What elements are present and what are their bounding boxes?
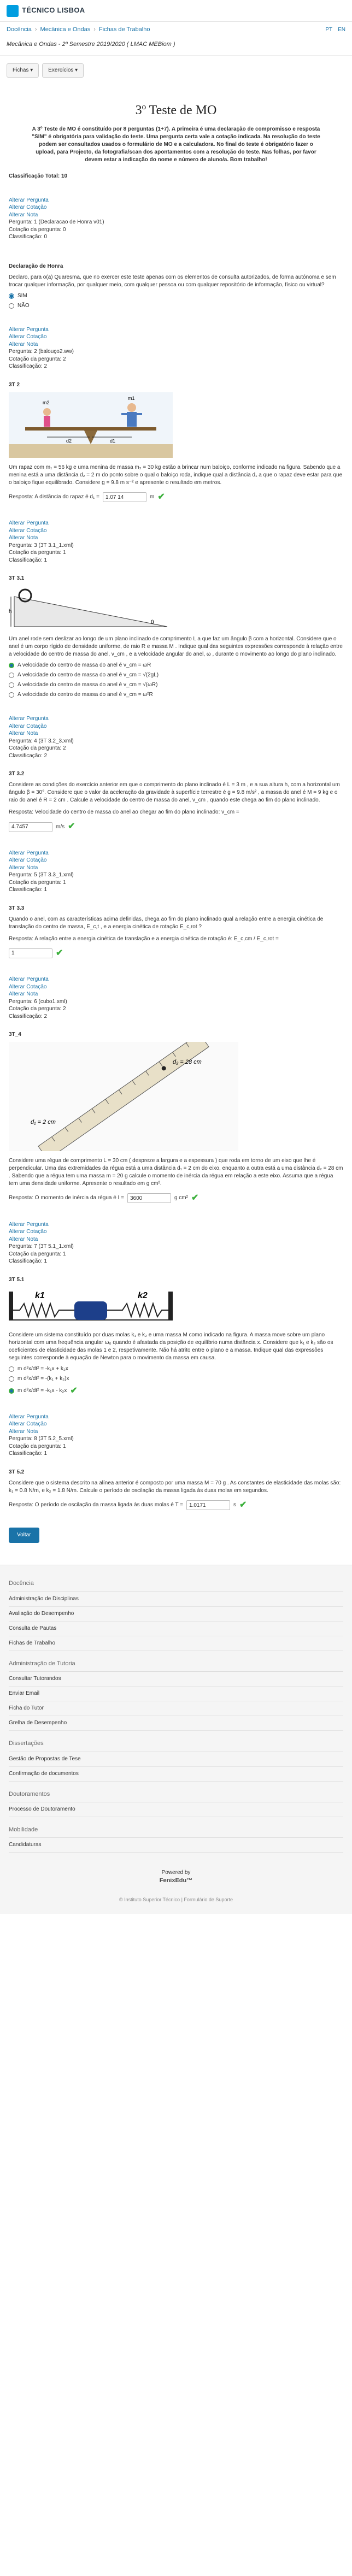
tecnico-logo[interactable] [7, 5, 85, 17]
question-block-6 [9, 976, 343, 1204]
question-cotacao: Cotação da pergunta: 2 [9, 1006, 66, 1012]
girl-body [44, 416, 50, 427]
radio-icon[interactable] [9, 303, 14, 309]
footer-group-doutoramentos [9, 1787, 343, 1817]
footer-link[interactable]: Confirmação de documentos [9, 1767, 343, 1782]
option-4[interactable]: A velocidade do centro de massa do anel é v_cm = ω²R [9, 691, 343, 699]
question-id: Pergunta: 3 (3T 3.1_1.xml) [9, 542, 74, 549]
boy-head [127, 403, 136, 412]
footer-group-title: Mobilidade [9, 1823, 343, 1838]
correct-check-icon: ✔ [68, 822, 75, 832]
radio-icon[interactable] [9, 673, 14, 678]
breadcrumb-fichas[interactable]: Fichas de Trabalho [98, 26, 150, 33]
correct-check-icon: ✔ [56, 948, 63, 958]
question-block-7 [9, 1221, 343, 1397]
site-footer [0, 1565, 352, 1914]
question-classificacao: Classificação: 1 [9, 1258, 48, 1265]
footer-link[interactable]: Ficha do Tutor [9, 1701, 343, 1716]
breadcrumb-course[interactable]: Mecânica e Ondas [40, 26, 91, 33]
alterar-cotacao-link[interactable]: Alterar Cotação [9, 723, 47, 729]
logo-icon [7, 5, 19, 17]
footer-group-dissertacoes [9, 1736, 343, 1781]
question-id: Pergunta: 7 (3T 5.1_1.xml) [9, 1243, 74, 1250]
option-2[interactable]: m d²x/dt² = -(k₁ + k₂)x [9, 1375, 343, 1383]
question-cotacao: Cotação da pergunta: 1 [9, 550, 66, 556]
option-3[interactable]: m d²x/dt² = -k₁x - k₂x ✔ [9, 1385, 343, 1397]
radio-icon[interactable] [9, 692, 14, 698]
girl-head [43, 408, 51, 416]
footer-group-tutoria [9, 1657, 343, 1731]
question-text: Considere as condições do exercício anterior em que o comprimento do plano inclinado é L = 3 m , e a sua altura h, com a horizontal um ângulo β = 30°. Considere que o valor da aceleração da gravidade à superfície terrestre é g = 9.8 m/s² , a massa do anel é M = 9 kg e o raio do anel é R = 2 cm . Calcule a velocidade do centro de massa do anel, v_cm , quando este chega ao fim do plano inclinado. [9, 782, 340, 804]
radio-selected-icon[interactable] [9, 293, 14, 299]
radio-icon[interactable] [9, 1376, 14, 1382]
fichas-dropdown-button[interactable]: Fichas ▾ [7, 63, 39, 78]
exercicios-dropdown-button[interactable]: Exercícios ▾ [42, 63, 84, 78]
powered-label: Powered by [161, 1870, 191, 1876]
question-cotacao: Cotação da pergunta: 1 [9, 879, 66, 886]
top-bar [0, 0, 352, 22]
footer-link[interactable]: Candidaturas [9, 1838, 343, 1853]
footer-link[interactable]: Processo de Doutoramento [9, 1802, 343, 1817]
section-title: 3T 5.2 [9, 1469, 25, 1475]
answer-label: Resposta: A distância do rapaz é d₁ = [9, 494, 99, 500]
question-classificacao: Classificação: 0 [9, 234, 48, 240]
alterar-nota-link[interactable]: Alterar Nota [9, 991, 38, 998]
answer-unit: g cm² [174, 1195, 188, 1201]
breadcrumb [0, 22, 352, 38]
question-text: Considere um sistema constituído por duas molas k₁ e k₂ e uma massa M como indicado na figura. A massa move sobre um plano horizontal com uma frequência angular ω₀ quando é afastada da posição de equilíbrio numa distância x. Considere que k₁ e k₂ são os coeficientes de elasticidade das molas 1 e 2, respetivamente. Não há atrito entre o plano e a massa. Indique qual das expressões seguintes corresponde à equação de Newton para o movimento da massa em causa. [9, 1331, 333, 1361]
radio-icon[interactable] [9, 1366, 14, 1372]
question-text: Considere uma régua de comprimento L = 30 cm ( despreze a largura e a espessura ) que roda em torno de um eixo que lhe é perpendicular. Uma das extremidades da régua está a uma distância d₁ = 2 cm do eixo, enquanto a outra está a uma distância d₂ = 28 cm . Sabendo que a régua tem uma massa m = 20 g calcule o momento de inércia da régua em relação a este eixo. Assuma que a régua tem uma densidade uniforme. Apresente o resultado em g cm². [9, 1158, 343, 1187]
answer-input[interactable] [127, 1193, 171, 1203]
alterar-pergunta-link[interactable]: Alterar Pergunta [9, 716, 49, 722]
alterar-nota-link[interactable]: Alterar Nota [9, 341, 38, 347]
breadcrumb-docencia[interactable]: Docência [7, 26, 32, 33]
toolbar [0, 56, 352, 85]
footer-link[interactable]: Administração de Disciplinas [9, 1592, 343, 1607]
label-d1: d₁ = 2 cm [31, 1119, 56, 1126]
option-1[interactable]: A velocidade do centro de massa do anel é v_cm = ωR [9, 662, 343, 669]
footer-group-docencia [9, 1576, 343, 1650]
footer-group-title: Administração de Tutoria [9, 1657, 343, 1672]
test-intro: A 3º Teste de MO é constituído por 8 perguntas (1+7). A primeira é uma declaração de compromisso e resposta "SIM" é obrigatória para validação do teste. Uma pergunta certa vale a cotação indicada. Na resolução do teste podem ser consultados usados o formulário de MO e a calculadora. No final do teste é obrigatório fazer o upload, para Projecto, da fotografia/scan dos apontamentos com a resolução do teste. Nas folhas, por favor devem estar a indicação do nome e número de aluno/a. Bom trabalho! [32, 126, 320, 163]
ruler-figure [9, 1042, 238, 1151]
answer-label: Resposta: O período de oscilação da massa ligada às duas molas é T = [9, 1502, 183, 1508]
alterar-nota-link[interactable]: Alterar Nota [9, 211, 38, 218]
submit-area [9, 1528, 343, 1543]
footer-group-title: Docência [9, 1576, 343, 1591]
alterar-cotacao-link[interactable]: Alterar Cotação [9, 527, 47, 534]
question-text: Considere que o sistema descrito na alínea anterior é composto por uma massa M = 70 g . As constantes de elasticidade das molas são: k₁ = 0.8 N/m, e k₂ = 1.8 N/m. Calcule o período de oscilação da massa ligada às duas molas em segundos. [9, 1479, 341, 1494]
answer-row [9, 821, 343, 833]
spring-k2 [107, 1304, 168, 1317]
course-title: Mecânica e Ondas - 2º Semestre 2019/2020 ( LMAC MEBiom ) [0, 38, 352, 56]
answer-input[interactable] [186, 1500, 230, 1510]
alterar-pergunta-link[interactable]: Alterar Pergunta [9, 976, 49, 983]
section-title: 3T 3.3 [9, 905, 25, 911]
total-score: Classificação Total: 10 [9, 173, 68, 179]
question-block-3 [9, 520, 343, 699]
footer-link[interactable]: Consultar Tutorandos [9, 1672, 343, 1687]
alterar-pergunta-link[interactable]: Alterar Pergunta [9, 1221, 49, 1228]
lang-pt[interactable]: PT [325, 27, 333, 33]
answer-input[interactable] [103, 492, 146, 502]
label-d2: d2 [66, 438, 72, 444]
question-id: Pergunta: 8 (3T 5.2_5.xml) [9, 1436, 74, 1442]
question-cotacao: Cotação da pergunta: 0 [9, 226, 66, 233]
correct-check-icon: ✔ [191, 1193, 199, 1203]
section-title: 3T 3.2 [9, 771, 25, 777]
answer-input[interactable] [9, 948, 52, 958]
label-k2: k2 [138, 1290, 148, 1300]
radio-icon[interactable] [9, 682, 14, 688]
question-block-1 [9, 197, 343, 310]
radio-correct-icon[interactable] [9, 663, 14, 668]
alterar-cotacao-link[interactable]: Alterar Cotação [9, 857, 47, 864]
mass-block [74, 1301, 107, 1320]
question-text: Quando o anel, com as características acima definidas, chega ao fim do plano inclinado qual a relação entre a energia cinética de translação do centro de massa, E_c,t , e a energia cinética de rotação E_c,rot ? [9, 916, 324, 930]
question-block-5 [9, 850, 343, 959]
left-wall [9, 1292, 13, 1320]
question-id: Pergunta: 2 (balouço2.ww) [9, 349, 74, 355]
option-sim[interactable]: SIM [9, 292, 343, 300]
seesaw-plank [25, 427, 156, 431]
lang-en[interactable]: EN [338, 27, 345, 33]
answer-input[interactable] [9, 822, 52, 832]
incline [14, 597, 167, 627]
option-1[interactable]: m d²x/dt² = -k₁x + k₂x [9, 1365, 343, 1373]
label-m2: m2 [43, 399, 50, 405]
label-d2: d₂ = 28 cm [173, 1059, 202, 1066]
footer-link[interactable]: Enviar Email [9, 1687, 343, 1701]
footer-link[interactable]: Consulta de Pautas [9, 1622, 343, 1636]
answer-label: Resposta: A relação entre a energia cinética de translação e a energia cinética de rotação é: E_c,cm / E_c,rot = [9, 935, 279, 942]
answer-unit: m [149, 494, 155, 500]
alterar-nota-link[interactable]: Alterar Nota [9, 864, 38, 871]
alterar-pergunta-link[interactable]: Alterar Pergunta [9, 326, 49, 333]
question-cotacao: Cotação da pergunta: 1 [9, 1251, 66, 1257]
question-cotacao: Cotação da pergunta: 2 [9, 745, 66, 752]
brand-name: TÉCNICO LISBOA [22, 6, 85, 15]
label-d1: d1 [110, 438, 116, 444]
seesaw-figure [9, 392, 173, 458]
alterar-nota-link[interactable]: Alterar Nota [9, 1236, 38, 1242]
question-cotacao: Cotação da pergunta: 2 [9, 356, 66, 362]
alterar-nota-link[interactable]: Alterar Nota [9, 730, 38, 737]
label-m1: m1 [128, 395, 135, 401]
footer-group-title: Doutoramentos [9, 1787, 343, 1802]
question-classificacao: Classificação: 1 [9, 557, 48, 563]
alterar-pergunta-link[interactable]: Alterar Pergunta [9, 520, 49, 527]
option-nao[interactable]: NÃO [9, 302, 343, 310]
option-3[interactable]: A velocidade do centro de massa do anel é v_cm = √(ωR) [9, 681, 343, 689]
alterar-pergunta-link[interactable]: Alterar Pergunta [9, 850, 49, 856]
footer-link[interactable]: Fichas de Trabalho [9, 1636, 343, 1651]
footer-link[interactable]: Grelha de Desempenho [9, 1716, 343, 1731]
spring-k1 [13, 1304, 74, 1317]
copyright: © Instituto Superior Técnico | Formulário de Suporte [119, 1896, 233, 1902]
alterar-nota-link[interactable]: Alterar Nota [9, 1428, 38, 1435]
alterar-cotacao-link[interactable]: Alterar Cotação [9, 204, 47, 211]
alterar-cotacao-link[interactable]: Alterar Cotação [9, 1421, 47, 1428]
question-classificacao: Classificação: 1 [9, 1451, 48, 1457]
answer-label: Resposta: Velocidade do centro de massa do anel ao chegar ao fim do plano inclinado: v_cm = [9, 809, 239, 816]
correct-check-icon: ✔ [157, 492, 165, 502]
question-text: Um anel rode sem deslizar ao longo de um plano inclinado de comprimento L a que faz um ângulo β com a horizontal. Considere que o anel é um corpo rígido de densidade uniforme, de raio R e massa M . Indique qual das seguintes expressões corresponde à relação entre a velocidade do centro de massa do anel, v_cm , e a velocidade angular do anel, ω , durante o movimento ao longo do plano inclinado. [9, 636, 343, 658]
main-content [0, 102, 352, 1543]
alterar-nota-link[interactable]: Alterar Nota [9, 535, 38, 541]
question-text: Um rapaz com m₁ = 56 kg e uma menina de massa m₂ = 30 kg estão a brincar num baloiço, conforme indicado na figura. Sabendo que a menina está a uma distância d₂ = 2 m do ponto sobre o qual o baloiço roda, indique qual a distância d₁ a que o rapaz deve estar para que o baloiço fique equilibrado. Considere g = 9.8 m s⁻² e apresente o resultado em metros. [9, 464, 343, 486]
voltar-button[interactable]: Voltar [9, 1528, 39, 1543]
label-k1: k1 [35, 1290, 45, 1300]
alterar-cotacao-link[interactable]: Alterar Cotação [9, 1229, 47, 1235]
alterar-pergunta-link[interactable]: Alterar Pergunta [9, 1413, 49, 1420]
question-text: Declaro, para o(a) Quaresma, que no exercer este teste apenas com os elementos de consulta autorizados, de forma autónoma e sem trocar qualquer informação, por qualquer meio, com qualquer pessoa ou com qualquer repositório de informação, físico ou virtual? [9, 274, 336, 288]
breadcrumb-separator: › [34, 26, 37, 33]
section-title: 3T 5.1 [9, 1276, 25, 1283]
answer-row [9, 1499, 343, 1511]
question-id: Pergunta: 4 (3T 3.2_3.xml) [9, 738, 74, 744]
footer-link[interactable]: Gestão de Propostas de Tese [9, 1752, 343, 1767]
springs-figure [9, 1287, 173, 1325]
answer-row [9, 935, 343, 943]
question-block-2 [9, 326, 343, 503]
fenixedu-logo[interactable]: FenixEdu™ [159, 1877, 193, 1884]
label-theta: θ [151, 620, 154, 626]
answer-row [9, 491, 343, 503]
section-title: 3T_4 [9, 1031, 21, 1038]
question-classificacao: Classificação: 2 [9, 1013, 48, 1019]
alterar-cotacao-link[interactable]: Alterar Cotação [9, 334, 47, 340]
footer-link[interactable]: Avaliação do Desempenho [9, 1607, 343, 1622]
correct-check-icon: ✔ [70, 1386, 78, 1395]
incline-figure [9, 586, 173, 629]
question-id: Pergunta: 6 (cubo1.xml) [9, 998, 67, 1005]
question-block-8 [9, 1413, 343, 1511]
radio-correct-icon[interactable] [9, 1388, 14, 1394]
section-title: Declaração de Honra [9, 263, 63, 269]
answer-row [9, 1192, 343, 1204]
answer-unit: s [233, 1502, 236, 1508]
answer-row [9, 947, 343, 959]
page-title: 3º Teste de MO [135, 103, 217, 118]
question-id: Pergunta: 5 (3T 3.3_1.xml) [9, 872, 74, 879]
question-classificacao: Classificação: 2 [9, 752, 48, 759]
question-meta [9, 219, 343, 241]
breadcrumb-separator: › [93, 26, 96, 33]
right-wall [168, 1292, 173, 1320]
section-title: 3T 2 [9, 381, 20, 388]
alterar-cotacao-link[interactable]: Alterar Cotação [9, 983, 47, 990]
footer-group-mobilidade [9, 1823, 343, 1853]
answer-label: Resposta: O momento de inércia da régua é I = [9, 1195, 124, 1201]
footer-group-title: Dissertações [9, 1736, 343, 1752]
option-2[interactable]: A velocidade do centro de massa do anel é v_cm = √(2gL) [9, 671, 343, 679]
correct-check-icon: ✔ [239, 1500, 247, 1510]
question-id: Pergunta: 1 (Declaracao de Honra v01) [9, 219, 104, 226]
question-classificacao: Classificação: 2 [9, 363, 48, 370]
alterar-pergunta-link[interactable]: Alterar Pergunta [9, 197, 49, 203]
question-classificacao: Classificação: 1 [9, 887, 48, 893]
answer-unit: m/s [56, 823, 65, 830]
label-h: h [9, 609, 12, 615]
powered-by [9, 1853, 343, 1890]
section-title: 3T 3.1 [9, 575, 25, 582]
question-block-4 [9, 715, 343, 833]
answer-row [9, 809, 343, 816]
question-cotacao: Cotação da pergunta: 1 [9, 1443, 66, 1449]
ground [9, 444, 173, 458]
